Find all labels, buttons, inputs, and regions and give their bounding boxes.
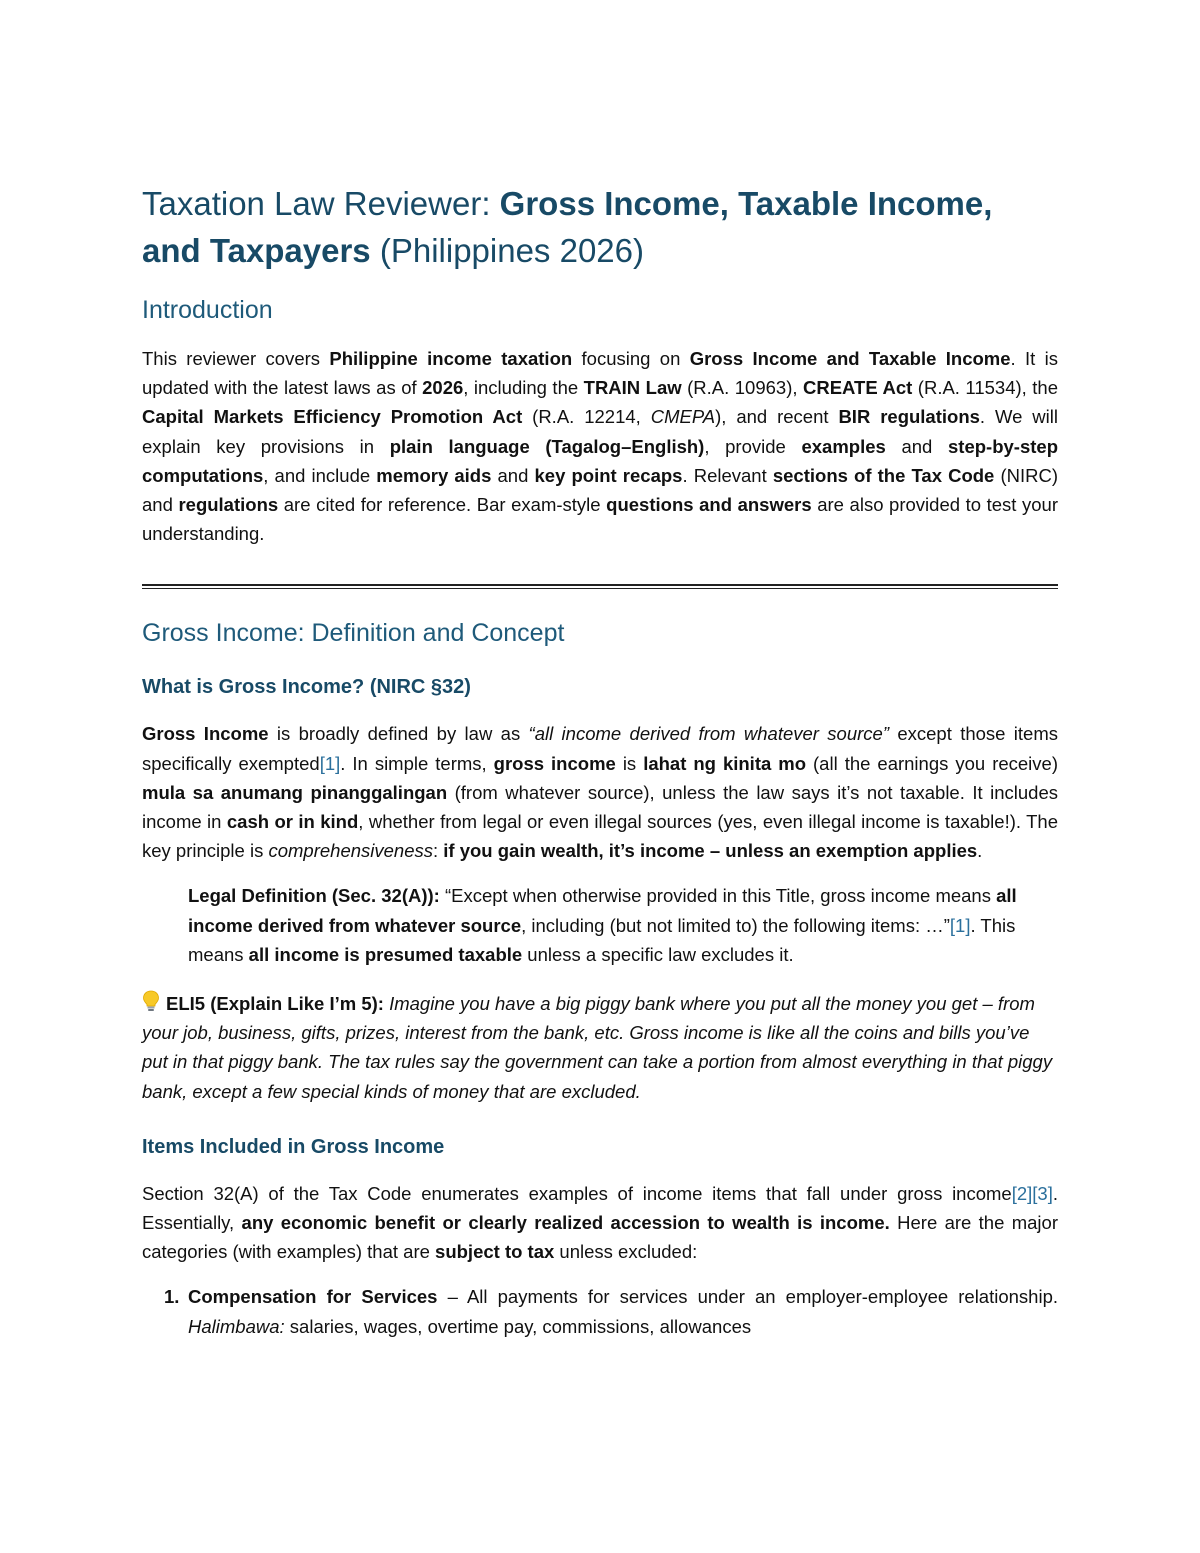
intro-paragraph: This reviewer covers Philippine income taxation focusing on Gross Income and Taxable Income. It is updated with the latest laws as of 2026, including the TRAIN Law (R.A. 10963), CREATE Act (R.A. 11534), the Capital Markets Efficiency Promotion Act (R.A. 12214, CMEPA), and recent BIR regulations. We will explain key provisions in plain language (Tagalog–English), provide examples and step-by-step computations, and include memory aids and key point recaps. Relevant sections of the Tax Code (NIRC) and regulations are cited for reference. Bar exam-style questions and answers are also provided to test your understanding. xyxy=(142,348,1059,545)
citation-link[interactable]: [2] xyxy=(1011,1182,1033,1204)
lightbulb-icon xyxy=(142,990,160,1010)
document-page xyxy=(142,180,1058,1341)
income-items-list xyxy=(142,1282,1058,1340)
legal-definition-quote: Legal Definition (Sec. 32(A)): “Except when otherwise provided in this Title, gross income means all income derived from whatever source, including (but not limited to) the following items: …”[1]. This means all income is presumed taxable unless a specific law excludes it. xyxy=(188,885,1017,965)
gross-income-heading: Gross Income: Definition and Concept xyxy=(142,619,565,648)
intro-heading: Introduction xyxy=(142,296,273,324)
gross-income-paragraph: Gross Income is broadly defined by law as “all income derived from whatever source” except those items specifically exempted[1]. In simple terms, gross income is lahat ng kinita mo (all the earnings you receive) mula sa anumang pinanggalingan (from whatever source), unless the law says it’s not taxable. It includes income in cash or in kind, whether from legal or even illegal sources (yes, even illegal income is taxable!). The key principle is comprehensiveness: if you gain wealth, it’s income – unless an exemption applies. xyxy=(142,723,1058,862)
horizontal-divider xyxy=(142,584,1058,589)
items-paragraph: Section 32(A) of the Tax Code enumerates examples of income items that fall under gross income[2][3]. Essentially, any economic benefit or clearly realized accession to wealth is income. Here are the major categories (with examples) that are subject to tax unless excluded: xyxy=(142,1182,1058,1263)
items-included-heading: Items Included in Gross Income xyxy=(142,1135,445,1158)
eli5-paragraph: ELI5 (Explain Like I’m 5): Imagine you have a big piggy bank where you put all the money you get – from your job, business, gifts, prizes, interest from the bank, etc. Gross income is like all the coins and bills you’ve put in that piggy bank. The tax rules say the government can take a portion from almost everything in that piggy bank, except a few special kinds of money that are excluded. xyxy=(142,988,1058,1106)
list-item: 1. Compensation for Services – All payments for services under an employer-employee relationship. Halimbawa: salaries, wages, overtime pay, commissions, allowances xyxy=(164,1286,1059,1337)
citation-link[interactable]: [1] xyxy=(319,752,341,774)
what-is-gross-income-heading: What is Gross Income? (NIRC §32) xyxy=(142,676,471,699)
document-title: Taxation Law Reviewer: Gross Income, Taxable Income, and Taxpayers (Philippines 2026) xyxy=(142,185,993,269)
citation-link[interactable]: [1] xyxy=(949,914,971,936)
citation-link[interactable]: [3] xyxy=(1032,1182,1053,1204)
